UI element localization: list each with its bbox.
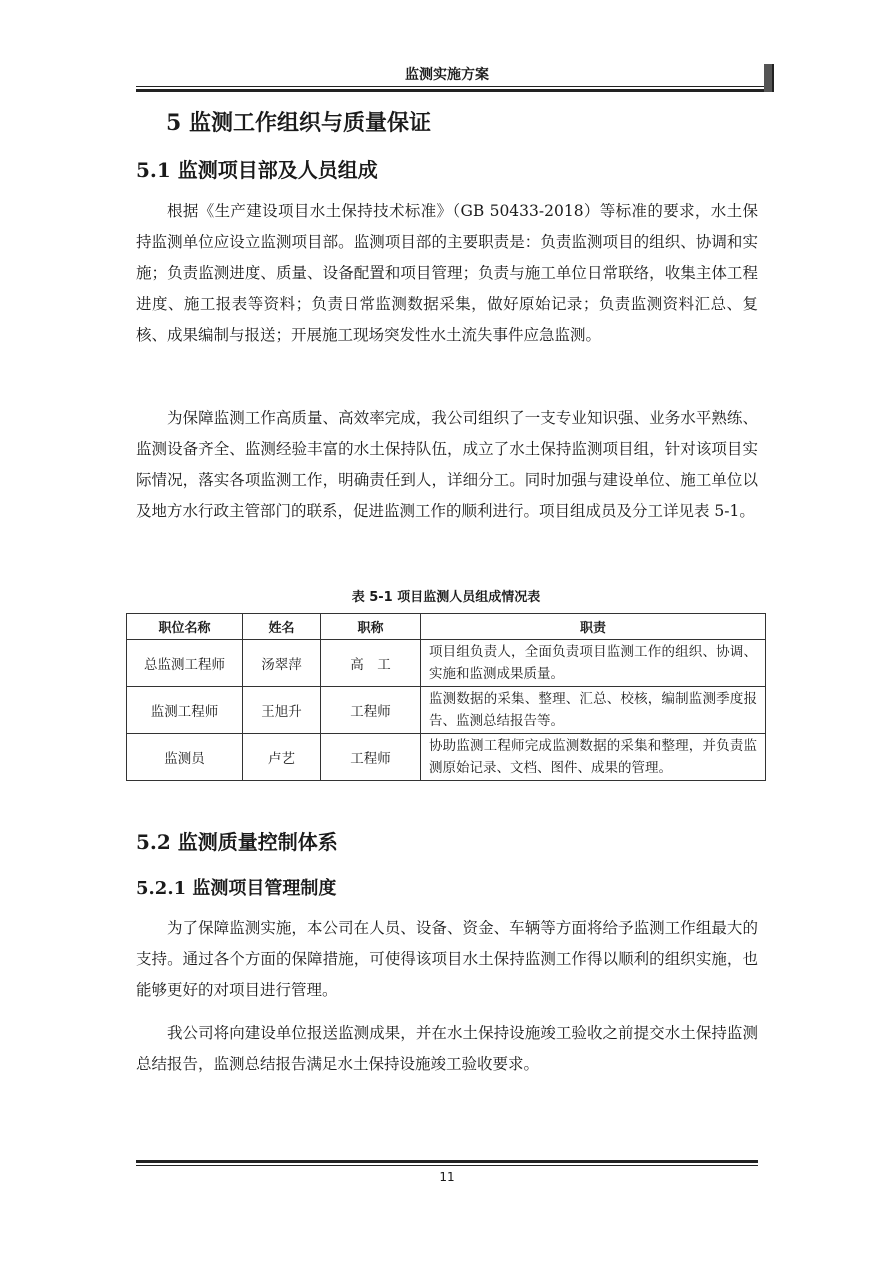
footer-rule bbox=[136, 1165, 758, 1166]
table-header-row bbox=[127, 614, 766, 640]
cell-duties: 协助监测工程师完成监测数据的采集和整理，并负责监测原始记录、文档、图件、成果的管理。 bbox=[421, 734, 766, 781]
cell-duties: 项目组负责人，全面负责项目监测工作的组织、协调、实施和监测成果质量。 bbox=[421, 640, 766, 687]
table-row bbox=[127, 687, 766, 734]
cell-title: 高 工 bbox=[321, 640, 421, 687]
section-5-1-title: 5.1 监测项目部及人员组成 bbox=[136, 158, 378, 182]
section-5-2-1-paragraph-2: 我公司将向建设单位报送监测成果，并在水土保持设施竣工验收之前提交水土保持监测总结报告，监测总结报告满足水土保持设施竣工验收要求。 bbox=[136, 1024, 758, 1073]
chapter-title: 5 监测工作组织与质量保证 bbox=[166, 110, 431, 136]
running-header: 监测实施方案 bbox=[405, 67, 489, 83]
cell-title: 工程师 bbox=[321, 687, 421, 734]
table-row bbox=[127, 734, 766, 781]
header-edge-bar bbox=[764, 64, 774, 92]
section-5-2-1-paragraph-1: 为了保障监测实施，本公司在人员、设备、资金、车辆等方面将给予监测工作组最大的支持。通过各个方面的保障措施，可使得该项目水土保持监测工作得以顺利的组织实施，也能够更好的对项目进行管理。 bbox=[136, 919, 758, 999]
page-number: 11 bbox=[439, 1170, 455, 1184]
footer-rule-thick bbox=[136, 1160, 758, 1163]
cell-duties: 监测数据的采集、整理、汇总、校核，编制监测季度报告、监测总结报告等。 bbox=[421, 687, 766, 734]
column-header-name: 姓名 bbox=[243, 614, 321, 640]
cell-title: 工程师 bbox=[321, 734, 421, 781]
column-header-duties: 职责 bbox=[421, 614, 766, 640]
section-5-2-title: 5.2 监测质量控制体系 bbox=[136, 830, 338, 854]
column-header-position: 职位名称 bbox=[127, 614, 243, 640]
column-header-title: 职称 bbox=[321, 614, 421, 640]
staff-table bbox=[126, 613, 766, 781]
cell-position: 监测工程师 bbox=[127, 687, 243, 734]
cell-position: 总监测工程师 bbox=[127, 640, 243, 687]
section-5-1-paragraph-1: 根据《生产建设项目水土保持技术标准》（GB 50433-2018）等标准的要求，水土保持监测单位应设立监测项目部。监测项目部的主要职责是：负责监测项目的组织、协调和实施；负责监测进度、质量、设备配置和项目管理；负责与施工单位日常联络，收集主体工程进度、施工报表等资料；负责日常监测数据采集，做好原始记录；负责监测资料汇总、复核、成果编制与报送；开展施工现场突发性水土流失事件应急监测。 bbox=[136, 202, 758, 344]
section-5-2-1-title: 5.2.1 监测项目管理制度 bbox=[136, 878, 337, 899]
section-5-1-paragraph-2: 为保障监测工作高质量、高效率完成，我公司组织了一支专业知识强、业务水平熟练、监测设备齐全、监测经验丰富的水土保持队伍，成立了水土保持监测项目组，针对该项目实际情况，落实各项监测工作，明确责任到人，详细分工。同时加强与建设单位、施工单位以及地方水行政主管部门的联系，促进监测工作的顺利进行。项目组成员及分工详见表 5-1。 bbox=[136, 409, 758, 520]
cell-name: 汤翠萍 bbox=[243, 640, 321, 687]
cell-position: 监测员 bbox=[127, 734, 243, 781]
header-rule-thick bbox=[136, 89, 768, 92]
cell-name: 卢艺 bbox=[243, 734, 321, 781]
table-caption: 表 5-1 项目监测人员组成情况表 bbox=[351, 590, 541, 605]
table-row bbox=[127, 640, 766, 687]
cell-name: 王旭升 bbox=[243, 687, 321, 734]
header-rule bbox=[136, 86, 768, 87]
